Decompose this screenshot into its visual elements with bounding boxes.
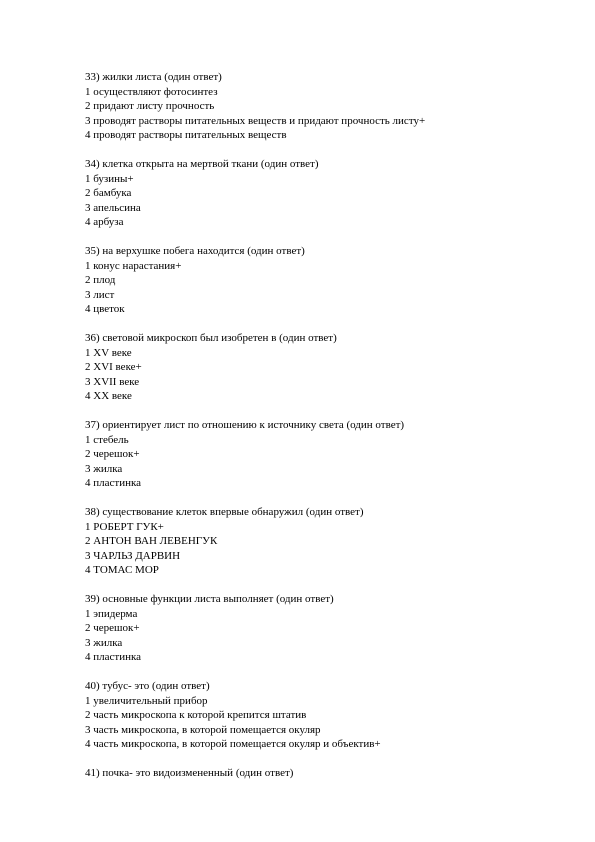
question-block [85, 766, 565, 781]
answer-option: 4 пластинка [85, 651, 142, 663]
answer-option: 4 ТОМАС МОР [85, 564, 159, 576]
answer-option: 4 пластинка [85, 477, 142, 489]
question-block [85, 418, 565, 491]
answer-option: 1 РОБЕРТ ГУК+ [85, 520, 164, 533]
question-block [85, 331, 565, 404]
question-text: 36) световой микроскоп был изобретен в (один ответ) [85, 332, 337, 344]
answer-option: 1 бузины+ [85, 172, 134, 185]
question-text: 33) жилки листа (один ответ) [85, 71, 222, 83]
answer-option: 1 стебель [85, 433, 129, 446]
answer-option: 1 XV веке [85, 346, 132, 359]
answer-option: 3 лист [85, 288, 115, 301]
answer-option: 4 цветок [85, 303, 125, 315]
answer-option: 1 увеличительный прибор [85, 694, 208, 707]
question-block [85, 592, 565, 665]
answer-option: 3 часть микроскопа, в которой помещается окуляр [85, 723, 321, 736]
question-text: 34) клетка открыта на мертвой ткани (один ответ) [85, 158, 319, 170]
answer-option: 3 жилка [85, 636, 123, 649]
answer-option: 4 арбуза [85, 216, 124, 228]
answer-option: 2 АНТОН ВАН ЛЕВЕНГУК [85, 535, 218, 547]
answer-option: 2 плод [85, 274, 116, 286]
answer-option: 2 черешок+ [85, 448, 140, 460]
answer-option: 4 проводят растворы питательных веществ [85, 129, 287, 141]
answer-option: 3 проводят растворы питательных веществ и придают прочность листу+ [85, 114, 426, 127]
answer-option: 3 жилка [85, 462, 123, 475]
answer-option: 3 XVII веке [85, 375, 140, 388]
answer-option: 2 черешок+ [85, 622, 140, 634]
answer-option: 1 конус нарастания+ [85, 259, 182, 272]
answer-option: 4 часть микроскопа, в которой помещается окуляр и объектив+ [85, 738, 381, 750]
question-text: 37) ориентирует лист по отношению к источнику света (один ответ) [85, 419, 405, 431]
answer-option: 3 апельсина [85, 201, 141, 214]
question-block [85, 679, 565, 752]
question-list [85, 70, 565, 795]
question-text: 41) почка- это видоизмененный (один ответ) [85, 767, 294, 779]
question-text: 39) основные функции листа выполняет (один ответ) [85, 593, 334, 605]
question-text: 35) на верхушке побега находится (один ответ) [85, 245, 305, 257]
answer-option: 1 осуществляют фотосинтез [85, 85, 218, 98]
answer-option: 4 XX веке [85, 390, 132, 402]
answer-option: 2 бамбука [85, 187, 132, 199]
question-block [85, 70, 565, 143]
answer-option: 2 XVI веке+ [85, 361, 142, 373]
question-block [85, 244, 565, 317]
question-text: 40) тубус- это (один ответ) [85, 680, 210, 692]
question-text: 38) существование клеток впервые обнаружил (один ответ) [85, 506, 364, 518]
question-block [85, 505, 565, 578]
answer-option: 1 эпидерма [85, 607, 138, 620]
answer-option: 3 ЧАРЛЬЗ ДАРВИН [85, 549, 181, 562]
answer-option: 2 часть микроскопа к которой крепится штатив [85, 709, 307, 721]
answer-option: 2 придают листу прочность [85, 100, 215, 112]
question-block [85, 157, 565, 230]
